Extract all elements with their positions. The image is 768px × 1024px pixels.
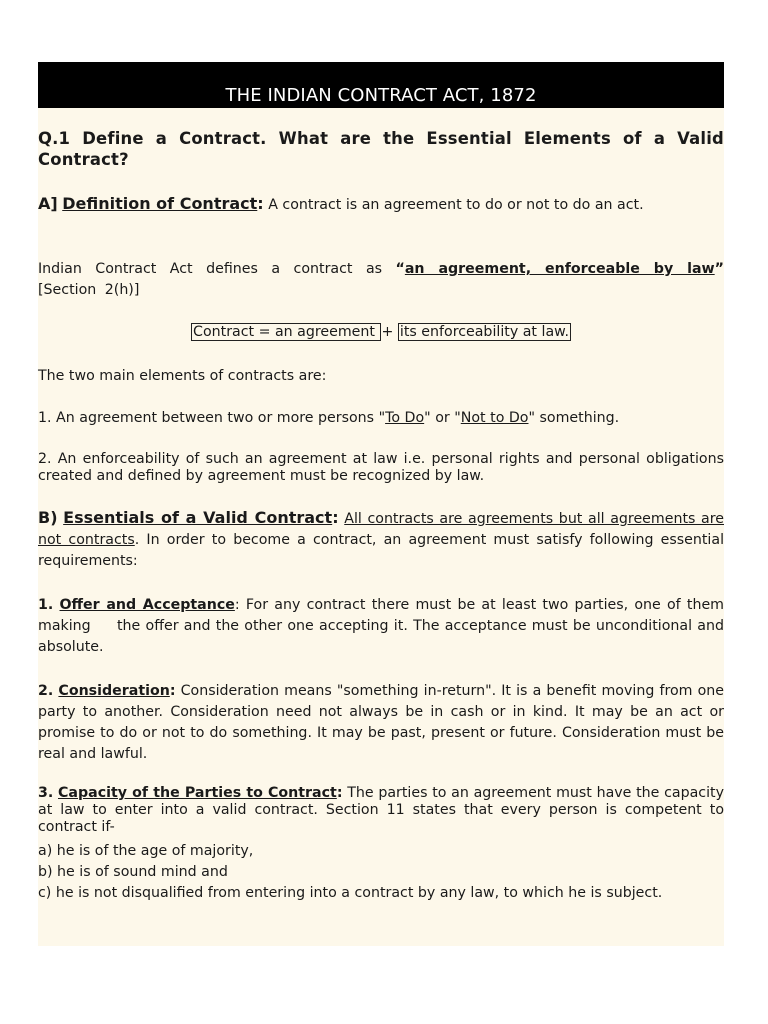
section-b-paragraph	[38, 507, 724, 572]
element-1-nottodo: Not to Do	[460, 410, 529, 426]
definition-section: [Section 2(h)]	[38, 282, 140, 298]
question-heading: Q.1 Define a Contract. What are the Essential Elements of a Valid Contract?	[38, 129, 724, 169]
item-3-num: 3.	[38, 785, 54, 801]
elements-intro: The two main elements of contracts are:	[38, 368, 327, 384]
equation-left: Contract = an agreement	[193, 324, 380, 340]
section-a-colon: :	[257, 194, 264, 213]
item-2-colon: :	[169, 683, 176, 699]
item-3-text: The parties to an agreement must have the capacity at law to enter into a valid contract. Section 11 states that every person is competent to contract if-	[38, 785, 724, 835]
definition-quote-close: ”	[714, 261, 724, 277]
item-1-num: 1.	[38, 597, 54, 613]
element-1	[38, 408, 724, 429]
item-3-heading: Capacity of the Parties to Contract	[58, 785, 337, 801]
section-b-marker: B)	[38, 508, 58, 527]
title-bar	[38, 62, 724, 108]
condition-c: c) he is not disqualified from entering into a contract by any law, to which he is subject.	[38, 885, 663, 901]
section-b-colon: :	[332, 508, 339, 527]
section-a-heading: Definition of Contract	[62, 194, 258, 213]
section-a-marker: A]	[38, 194, 58, 213]
condition-a: a) he is of the age of majority,	[38, 843, 254, 859]
item-2-consideration	[38, 681, 724, 765]
element-1-mid: " or "	[424, 410, 461, 426]
section-a-paragraph	[38, 193, 724, 216]
element-2: 2. An enforceability of such an agreement at law i.e. personal rights and personal obligations created and defined by agreement must be recognized by law.	[38, 451, 724, 484]
item-1-heading: Offer and Acceptance	[59, 597, 235, 613]
condition-b: b) he is of sound mind and	[38, 864, 228, 880]
section-b-underlined: All contracts are agreements but all agreements are not contracts	[38, 511, 724, 548]
item-1-offer-acceptance	[38, 595, 724, 658]
section-b-heading: Essentials of a Valid Contract	[63, 508, 333, 527]
item-2-num: 2.	[38, 683, 54, 699]
item-2-heading: Consideration	[58, 683, 170, 699]
element-1-pre: 1. An agreement between two or more persons "	[38, 410, 386, 426]
equation-plus: +	[381, 324, 394, 340]
definition-quote-open: “	[395, 261, 405, 277]
definition-pre: Indian Contract Act defines a contract as	[38, 261, 396, 277]
item-2-text: Consideration means "something in-return". It is a benefit moving from one party to another. Consideration need not always be in cash or in kind. It may be an act or promise to do or not to do something. It may be past, present or future. Consideration must be real and lawful.	[38, 683, 724, 762]
document-page	[38, 62, 724, 946]
item-3-capacity	[38, 785, 724, 836]
document-title: THE INDIAN CONTRACT ACT, 1872	[225, 85, 537, 106]
item-3-colon: :	[336, 785, 343, 801]
element-1-todo: To Do	[385, 410, 425, 426]
item-1-text: : For any contract there must be at least two parties, one of them making the offer and the other one accepting it. The acceptance must be unconditional and absolute.	[38, 597, 725, 655]
section-b-text: . In order to become a contract, an agreement must satisfy following essential requirements:	[38, 532, 725, 569]
section-a-text: A contract is an agreement to do or not to do an act.	[263, 197, 644, 213]
equation-right: its enforceability at law.	[399, 324, 569, 340]
definition-paragraph	[38, 259, 724, 301]
element-1-post: " something.	[528, 410, 620, 426]
contract-equation	[38, 322, 724, 343]
definition-quoted: an agreement, enforceable by law	[404, 261, 715, 277]
